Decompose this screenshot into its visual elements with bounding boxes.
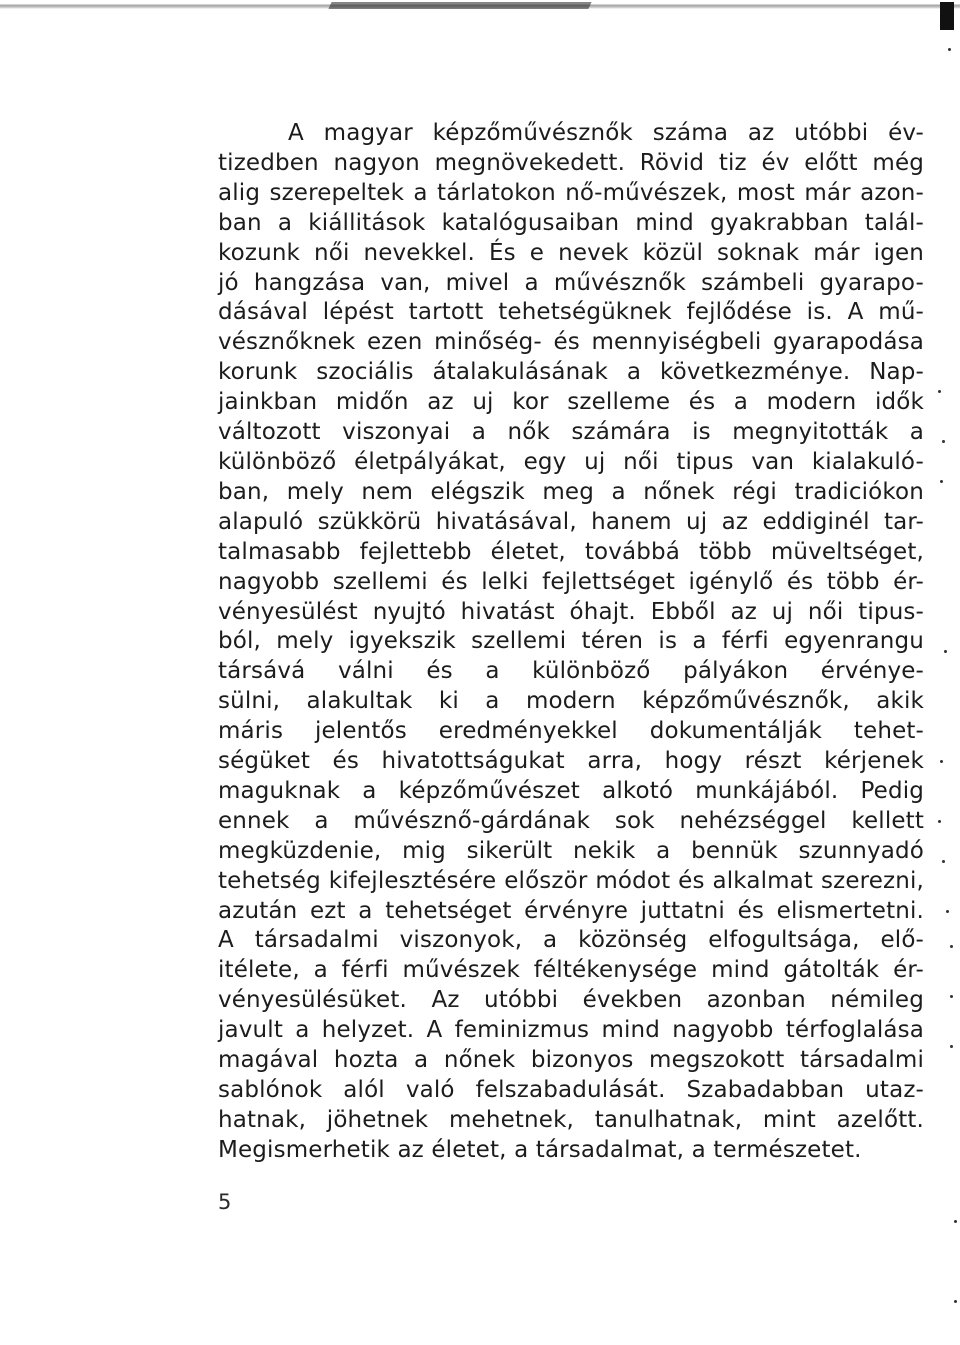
scan-margin-specks — [928, 40, 958, 1340]
text-line: kozunk női nevekkel. És e nevek közül soknak már igen — [218, 239, 924, 266]
speck — [944, 650, 947, 653]
speck — [938, 390, 941, 393]
text-line: máris jelentős eredményekkel dokumentálják tehet- — [218, 718, 924, 745]
body-paragraph — [218, 119, 924, 1166]
text-line: vényesülést nyujtó hivatást óhajt. Ebből az uj női tipus- — [218, 598, 924, 625]
text-line: jó hangzása van, mivel a művésznők számbeli gyarapo- — [218, 269, 924, 296]
text-line: változott viszonyai a nők számára is megnyitották a — [218, 419, 924, 446]
text-line: sülni, alakultak ki a modern képzőművésznők, akik — [218, 688, 924, 715]
text-line: tizedben nagyon megnövekedett. Rövid tiz év előtt még — [218, 149, 924, 176]
text-line: javult a helyzet. A feminizmus mind nagyobb térfoglalása — [218, 1017, 924, 1044]
speck — [954, 1220, 957, 1223]
speck — [950, 1045, 953, 1048]
text-line: sablónok alól való felszabadulását. Szabadabban utaz- — [218, 1077, 924, 1103]
speck — [938, 820, 941, 823]
text-line: ennek a művésznő-gárdának sok nehézséggel kellett — [218, 807, 924, 834]
text-line: nagyobb szellemi és lelki fejlettséget igénylő és több ér- — [218, 568, 924, 595]
page-number: 5 — [218, 1190, 232, 1214]
speck — [948, 48, 951, 51]
speck — [940, 760, 943, 763]
text-line: maguknak a képzőművészet alkotó munkájából. Pedig — [218, 777, 924, 804]
text-line: korunk szociális átalakulásának a következménye. Nap- — [218, 359, 924, 386]
text-line: hatnak, jöhetnek mehetnek, tanulhatnak, mint azelőtt. — [218, 1106, 924, 1133]
text-line: tehetség kifejlesztésére először módot és alkalmat szerezni, — [218, 867, 924, 894]
text-line: vényesülésüket. Az utóbbi években azonban némileg — [218, 987, 924, 1014]
speck — [950, 945, 953, 948]
text-line: alapuló szükkörü hivatásával, hanem uj az eddiginél tar- — [218, 508, 924, 535]
text-line: itélete, a férfi művészek féltékenysége mind gátolták ér- — [218, 957, 924, 984]
speck — [954, 1300, 957, 1303]
text-line: megküzdenie, mig sikerült nekik a bennük szunnyadó — [218, 837, 924, 864]
text-line: dásával lépést tartott tehetségüknek fejlődése is. A mű- — [218, 299, 924, 326]
text-line: A magyar képzőművésznők száma az utóbbi év- — [288, 120, 924, 146]
scan-corner-mark — [940, 2, 954, 30]
text-line: magával hozta a nőnek bizonyos megszokott társadalmi — [218, 1047, 924, 1074]
text-line: azután ezt a tehetséget érvényre juttatni és elismertetni. — [218, 897, 924, 924]
speck — [942, 440, 945, 443]
speck — [950, 995, 953, 998]
speck — [940, 480, 943, 483]
text-line: társává válni és a különböző pályákon érvénye- — [218, 658, 924, 685]
text-line: ban a kiállitások katalógusaiban mind gyakrabban talál- — [218, 209, 924, 236]
text-line: ban, mely nem elégszik meg a nőnek régi tradiciókon — [218, 478, 924, 505]
speck — [942, 860, 945, 863]
text-line: jainkban midőn az uj kor szelleme és a modern idők — [218, 389, 924, 416]
speck — [946, 910, 949, 913]
scan-top-smudge — [328, 2, 591, 9]
text-line: alig szerepeltek a tárlatokon nő-művészek, most már azon- — [218, 179, 924, 206]
text-line: ségüket és hivatottságukat arra, hogy részt kérjenek — [218, 748, 924, 775]
text-line: talmasabb fejlettebb életet, továbbá több müveltséget, — [218, 538, 924, 565]
text-line: ból, mely igyekszik szellemi téren is a férfi egyenrangu — [218, 628, 924, 655]
text-line: különböző életpályákat, egy uj női tipus van kialakuló- — [218, 448, 924, 475]
text-line: A társadalmi viszonyok, a közönség elfogultsága, elő- — [218, 927, 924, 954]
text-line: vésznőknek ezen minőség- és mennyiségbeli gyarapodása — [218, 329, 924, 356]
text-line: Megismerhetik az életet, a társadalmat, a természetet. — [218, 1136, 862, 1163]
